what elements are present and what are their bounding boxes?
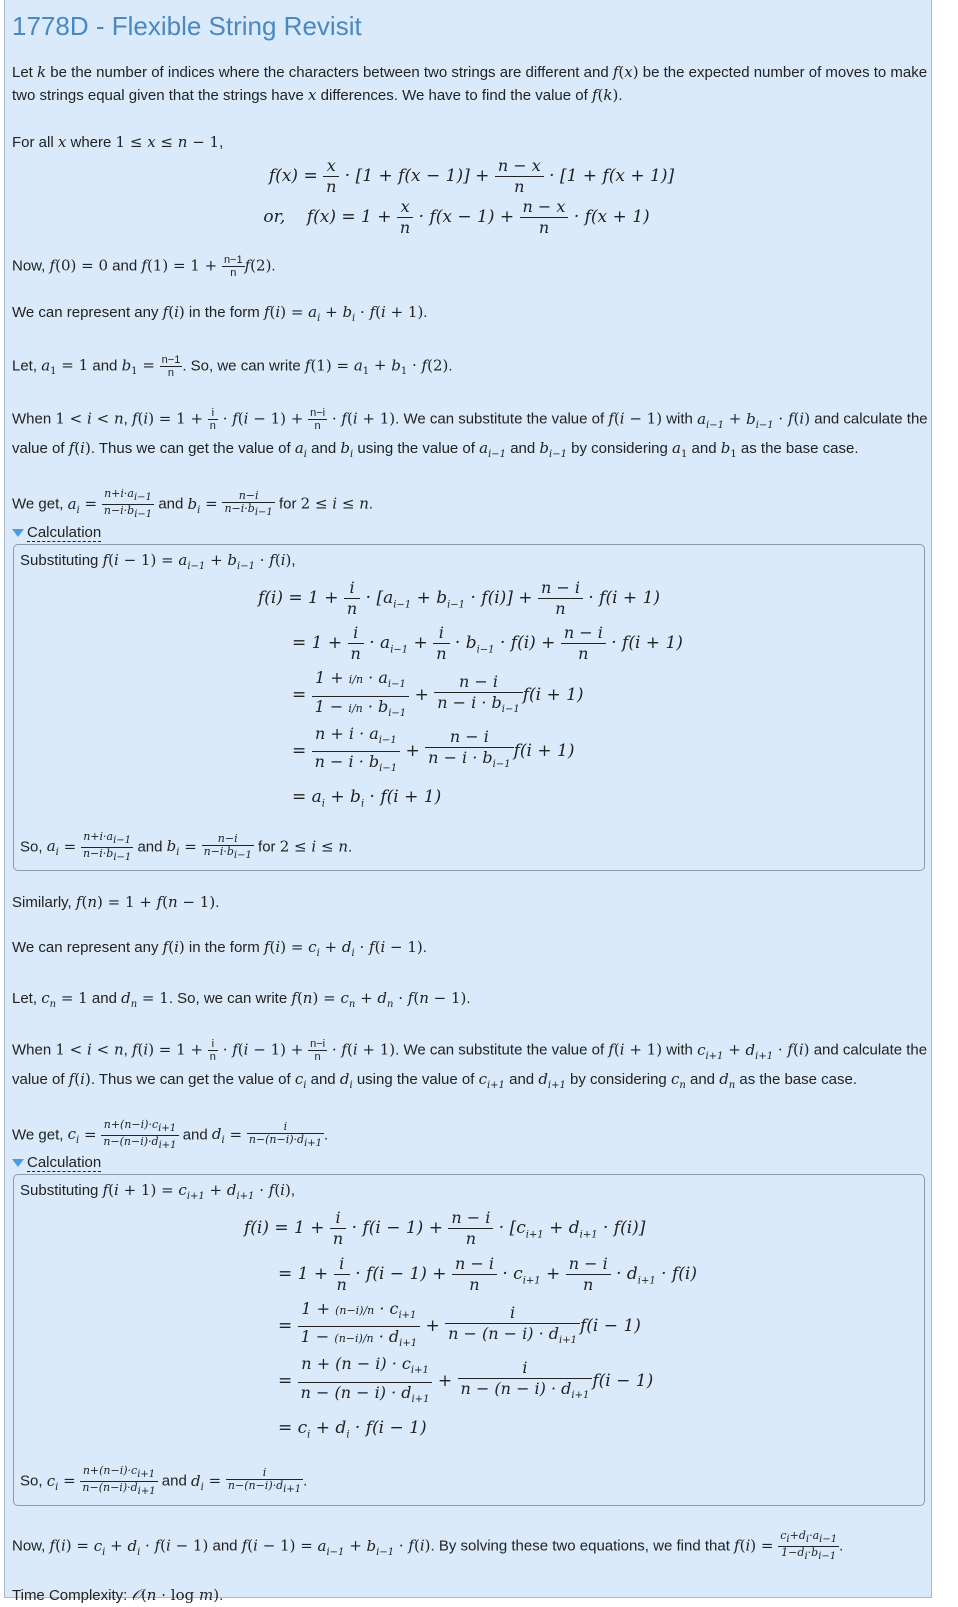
- triangle-down-icon: [12, 529, 24, 537]
- time-complexity-line: Time Complexity: 𝒪(n · log m).: [12, 1585, 224, 1604]
- let-cd-line: Let, $c_n = 1$ and $d_n = 1$. So, we can write $f(n) = c_n + d_n \cdot f(n - 1)$.: [12, 989, 471, 1011]
- calculation-toggle-2[interactable]: Calculation: [12, 1154, 931, 1172]
- for-all-line: For all x where 1 ≤ x ≤ n − 1,: [12, 133, 224, 151]
- calculation-toggle-1[interactable]: Calculation: [12, 524, 931, 542]
- recurrence-equation: f(x) = $\frac{x}{n}$ · [1 + f(x − 1)] + $\frac{n - x}{n}$ · [1 + f(x + 1)] or, f(x) = 1 + $\frac{x}{n}$ · f(x − 1) + $\frac{n - x}{n}$ · f(x + 1): [263, 156, 675, 237]
- represent-cd-line: We can represent any f(i) in the form $f(i) = c_i + d_i \cdot f(i - 1)$.: [12, 938, 427, 960]
- we-get-ab-line: We get, $a_i$ = $\frac{n+i\cdot a_{i-1}}{n-i\cdot b_{i-1}}$ and $b_i$ = $\frac{n-i}{n-i\cdot b_{i-1}}$ for 2 ≤ i ≤ n.: [12, 486, 374, 521]
- calculation-box-2: Substituting $f(i + 1) = c_{i+1} + d_{i+1} \cdot f(i)$, f(i) = 1 + $\frac{i}{n}$ · f(i − 1) + $\frac{n - i}{n}$ · $[c_{i+1} + d_{i+1} \cdot f(i)]$ = 1 + $\frac{i}{n}$ · f(i − 1) + $\frac{n - i}{n}$ · $c_{i+1}$ + $\frac{n - i}{n}$ · $d_{i+1} \cdot f(i)$ = $\frac{1 + (n-i)/n \cdot c_{i+1}}{1 - (n-i)/n \cdot d_{i+1}}$ + $\frac{i}{n - (n - i) \cdot d_{i+1}}$ f(i − 1) = $\frac{n + (n - i) \cdot c_{i+1}}{n - (n - i) \cdot d_{i+1}}$ + $\frac{i}{n - (n - i) \cdot d_{i+1}}$ f(i − 1) = $c_i + d_i \cdot f(i - 1)$ So, $c_i$ = $\frac{n+(n-i)\cdot c_{i+1}}{n-(n-i)\cdot d_{i+1}}$ and $d_i$ = $\frac{i}{n-(n-i)\cdot d_{i+1}}$ .: [13, 1174, 925, 1506]
- calculation-box-1: Substituting $f(i - 1) = a_{i-1} + b_{i-1} \cdot f(i)$, f(i) = 1 + $\frac{i}{n}$ · $[a_{i-1} + b_{i-1} \cdot f(i)]$ + $\frac{n - i}{n}$ · f(i + 1) = 1 + $\frac{i}{n}$ · $a_{i-1}$ + $\frac{i}{n}$ · $b_{i-1} \cdot f(i)$ + $\frac{n - i}{n}$ · f(i + 1) = $\frac{1 + i/n \cdot a_{i-1}}{1 - i/n \cdot b_{i-1}}$ + $\frac{n - i}{n - i \cdot b_{i-1}}$ f(i + 1) = $\frac{n + i \cdot a_{i-1}}{n - i \cdot b_{i-1}}$ + $\frac{n - i}{n - i \cdot b_{i-1}}$ f(i + 1) = $a_i + b_i \cdot f(i + 1)$ So, $a_i$ = $\frac{n+i\cdot a_{i-1}}{n-i\cdot b_{i-1}}$ and $b_i$ = $\frac{n-i}{n-i\cdot b_{i-1}}$ for 2 ≤ i ≤ n.: [13, 544, 925, 872]
- page-title: 1778D - Flexible String Revisit: [12, 11, 362, 41]
- we-get-cd-line: We get, $c_i$ = $\frac{n+(n-i)\cdot c_{i+1}}{n-(n-i)\cdot d_{i+1}}$ and $d_i$ = $\frac{i}{n-(n-i)\cdot d_{i+1}}$ .: [12, 1117, 329, 1152]
- triangle-down-icon: [12, 1159, 24, 1167]
- represent-ab-line: We can represent any f(i) in the form $f(i) = a_i + b_i \cdot f(i + 1)$.: [12, 303, 428, 324]
- let-ab-line: Let, $a_1 = 1$ and $b_1$ = $\frac{n-1}{n}$ . So, we can write $f(1) = a_1 + b_1 \cdot f(2)$.: [12, 354, 453, 379]
- calculation-steps-2: f(i) = 1 + $\frac{i}{n}$ · f(i − 1) + $\frac{n - i}{n}$ · $[c_{i+1} + d_{i+1} \cdot f(i)]$ = 1 + $\frac{i}{n}$ · f(i − 1) + $\frac{n - i}{n}$ · $c_{i+1}$ + $\frac{n - i}{n}$ · $d_{i+1} \cdot f(i)$ = $\frac{1 + (n-i)/n \cdot c_{i+1}}{1 - (n-i)/n \cdot d_{i+1}}$ + $\frac{i}{n - (n - i) \cdot d_{i+1}}$ f(i − 1) = $\frac{n + (n - i) \cdot c_{i+1}}{n - (n - i) \cdot d_{i+1}}$ + $\frac{i}{n - (n - i) \cdot d_{i+1}}$ f(i − 1) = $c_i + d_i \cdot f(i - 1)$: [244, 1208, 697, 1441]
- intro-paragraph: Let k be the number of indices where the characters between two strings are different and f(x) be the expected number of moves to make two strings equal given that the strings have x differences. We have to find the value of f(k).: [12, 63, 928, 104]
- base-values-line: Now, f(0) = 0 and f(1) = 1 + $\frac{n-1}{n}$ f(2).: [12, 254, 276, 279]
- final-equation-line: Now, $f(i) = c_i + d_i \cdot f(i - 1)$ and $f(i - 1) = a_{i-1} + b_{i-1} \cdot f(i)$. By solving these two equations, we find that f(i) = $\frac{c_i+d_i\cdot a_{i-1}}{1-d_i\cdot b_{i-1}}$ .: [12, 1528, 844, 1563]
- when-ab-paragraph: When 1 < i < n, f(i) = 1 + $\frac{i}{n}$ · f(i − 1) + $\frac{n-i}{n}$ · f(i + 1). We can substitute the value of f(i − 1) with $a_{i-1} + b_{i-1} \cdot f(i)$ and calculate the value of f(i). Thus we can get the value of $a_i$ and $b_i$ using the value of $a_{i-1}$ and $b_{i-1}$ by considering $a_1$ and $b_1$ as the base case.: [12, 407, 928, 460]
- similarly-line: Similarly, f(n) = 1 + f(n − 1).: [12, 893, 220, 912]
- calculation-steps-1: f(i) = 1 + $\frac{i}{n}$ · $[a_{i-1} + b_{i-1} \cdot f(i)]$ + $\frac{n - i}{n}$ · f(i + 1) = 1 + $\frac{i}{n}$ · $a_{i-1}$ + $\frac{i}{n}$ · $b_{i-1} \cdot f(i)$ + $\frac{n - i}{n}$ · f(i + 1) = $\frac{1 + i/n \cdot a_{i-1}}{1 - i/n \cdot b_{i-1}}$ + $\frac{n - i}{n - i \cdot b_{i-1}}$ f(i + 1) = $\frac{n + i \cdot a_{i-1}}{n - i \cdot b_{i-1}}$ + $\frac{n - i}{n - i \cdot b_{i-1}}$ f(i + 1) = $a_i + b_i \cdot f(i + 1)$: [258, 577, 683, 810]
- editorial-panel: [4, 0, 932, 1604]
- when-cd-paragraph: When 1 < i < n, f(i) = 1 + $\frac{i}{n}$ · f(i − 1) + $\frac{n-i}{n}$ · f(i + 1). We can substitute the value of f(i + 1) with $c_{i+1} + d_{i+1} \cdot f(i)$ and calculate the value of f(i). Thus we can get the value of $c_i$ and $d_i$ using the value of $c_{i+1}$ and $d_{i+1}$ by considering $c_n$ and $d_n$ as the base case.: [12, 1038, 928, 1091]
